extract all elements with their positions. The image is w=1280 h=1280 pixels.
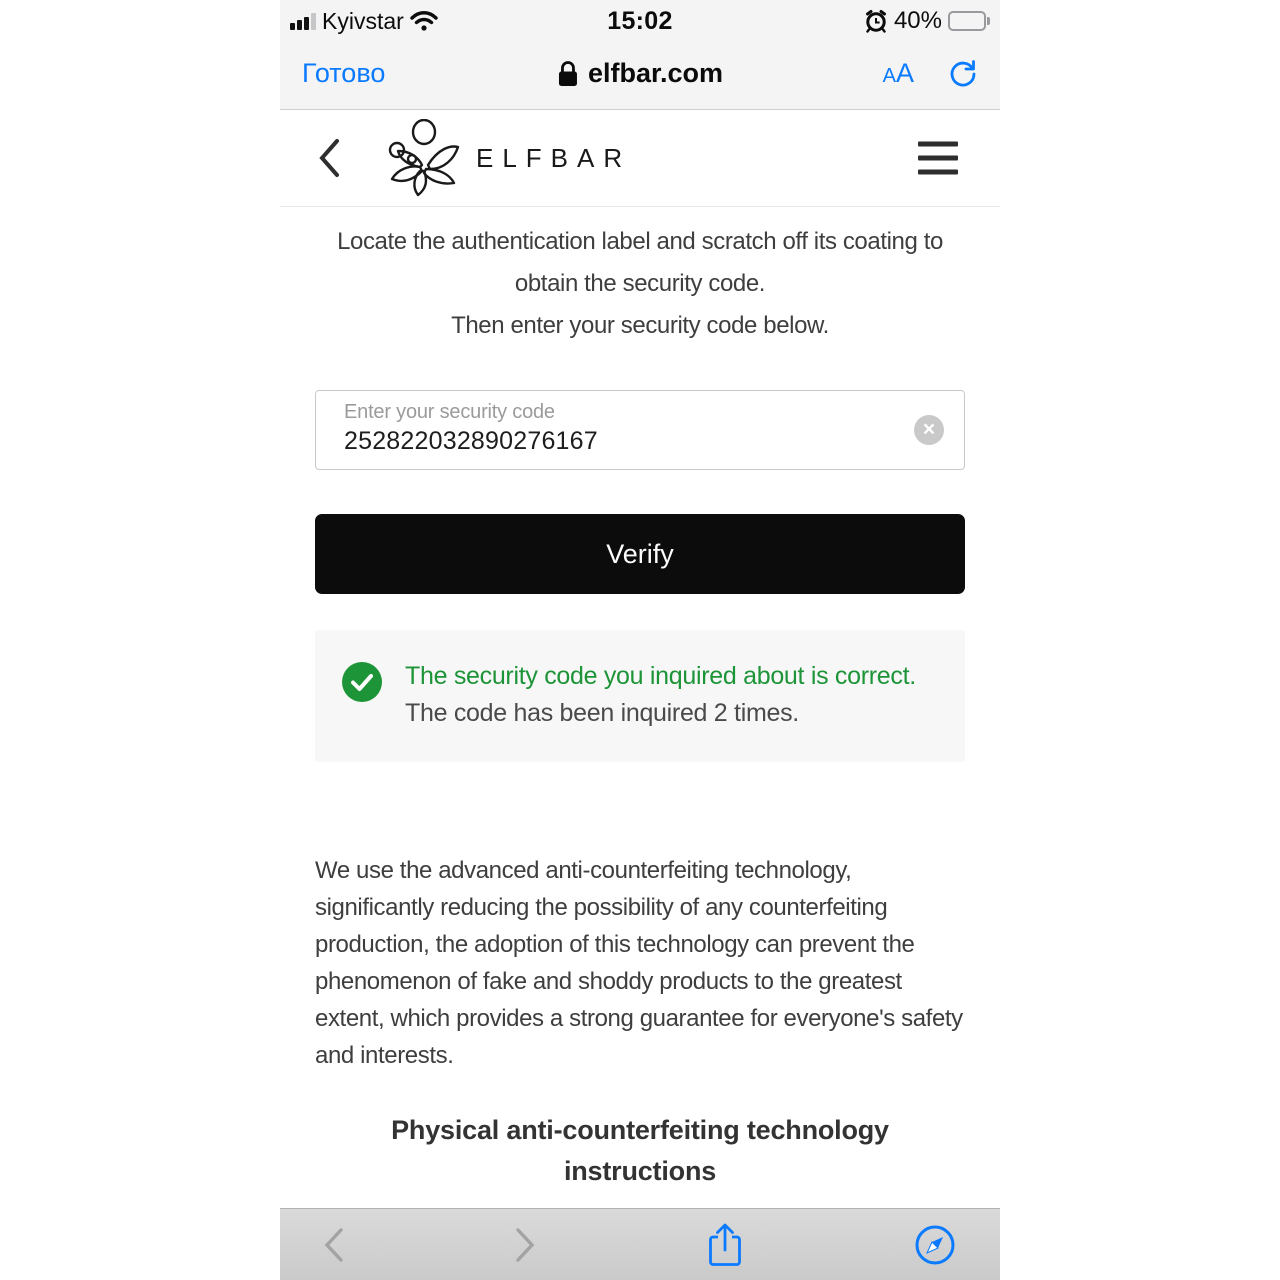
section-heading: Physical anti-counterfeiting technology instructions: [391, 1115, 889, 1186]
browser-forward-button[interactable]: [515, 1227, 535, 1263]
lock-icon: [557, 60, 579, 88]
back-chevron-button[interactable]: [318, 138, 340, 178]
anti-counterfeiting-description: We use the advanced anti-counterfeiting technology, significantly reducing the possibility of any counterfeiting production, the adoption of this technology can prevent the phenomenon of fake and shoddy products to the greatest extent, which provides a strong guarantee for everyone's safety and interests.: [315, 857, 963, 1069]
battery-percent-label: 40%: [893, 7, 942, 34]
battery-icon: [948, 11, 990, 31]
security-code-input-label: Enter your security code: [344, 401, 555, 423]
status-bar: [280, 0, 1000, 38]
safari-url-bar: [280, 38, 1000, 109]
verify-button-label: Verify: [606, 538, 674, 569]
brand-name: ELFBAR: [476, 142, 632, 173]
phone-screen: [280, 0, 1000, 1280]
verification-result-texts: [405, 658, 916, 732]
elfbar-logo-mark: [380, 119, 468, 197]
instructions-line-1: Locate the authentication label and scratch off its coating to obtain the security code.: [337, 228, 943, 297]
url-text: elfbar.com: [587, 58, 724, 88]
instructions-text: [315, 221, 965, 347]
alarm-clock-icon: [864, 9, 888, 33]
done-button[interactable]: Готово: [302, 58, 386, 88]
instructions-line-2: Then enter your security code below.: [451, 312, 829, 339]
verification-result-box: [315, 630, 965, 762]
carrier-label: Kyivstar: [322, 7, 404, 34]
menu-hamburger-button[interactable]: [918, 133, 958, 184]
url-field[interactable]: [557, 58, 723, 89]
security-code-input[interactable]: [315, 390, 965, 470]
wifi-icon: [410, 10, 438, 32]
security-code-input-value: 252822032890276167: [344, 427, 598, 455]
clear-input-button[interactable]: ×: [914, 415, 944, 445]
share-button[interactable]: [707, 1222, 743, 1268]
elfbar-logo[interactable]: [380, 119, 631, 197]
status-right: [770, 7, 990, 35]
success-message: The security code you inquired about is correct.: [405, 662, 916, 690]
status-time: 15:02: [607, 6, 673, 35]
status-left: [290, 8, 510, 35]
site-header: [280, 110, 1000, 207]
safari-bottom-toolbar: [280, 1208, 1000, 1280]
success-check-icon: [342, 662, 382, 702]
ios-top-chrome: [280, 0, 1000, 110]
verify-button[interactable]: [315, 514, 965, 594]
reload-icon[interactable]: [948, 58, 978, 90]
page-content: [280, 207, 1000, 1192]
cellular-signal-icon: [290, 12, 316, 30]
open-in-safari-compass-button[interactable]: [914, 1224, 956, 1266]
browser-back-button[interactable]: [324, 1227, 344, 1263]
inquiry-count-message: The code has been inquired 2 times.: [405, 699, 799, 727]
text-size-button[interactable]: AA: [882, 58, 914, 88]
